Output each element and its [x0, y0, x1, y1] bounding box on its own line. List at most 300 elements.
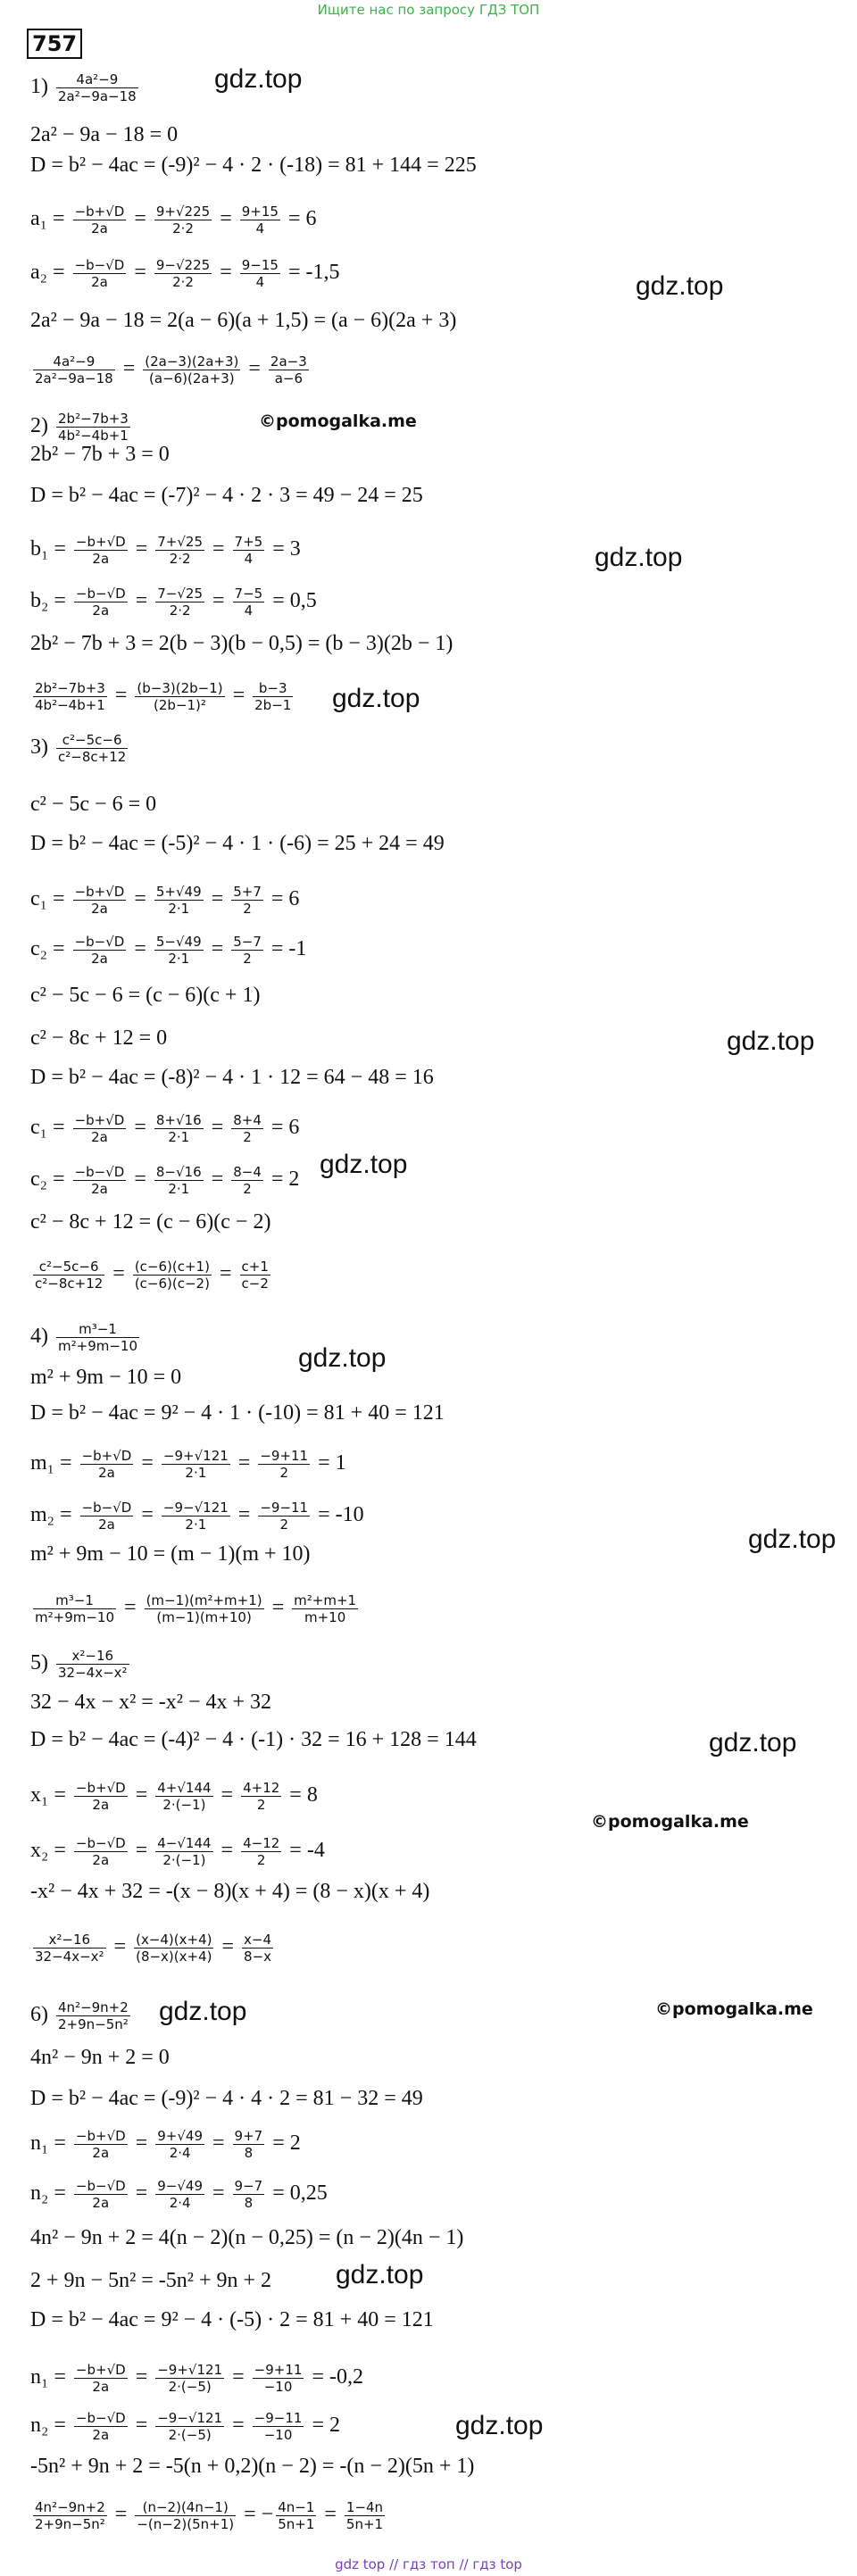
- math-text: D = b² − 4ac = (-4)² − 4 · (-1) · 32 = 16 + 128 = 144: [30, 1728, 477, 1751]
- denominator: (8−x)(x+4): [136, 1949, 212, 1965]
- math-text: m² + 9m − 10 = 0: [30, 1366, 182, 1389]
- math-text: =: [129, 887, 152, 911]
- numerator: 7+√25: [157, 534, 203, 550]
- denominator: 2a: [91, 1181, 108, 1197]
- denominator: 2: [243, 1181, 252, 1197]
- math-text: b₁ =: [30, 537, 71, 561]
- math-text: D = b² − 4ac = (-5)² − 4 · 1 · (-6) = 25 + 24 = 49: [30, 832, 445, 855]
- solution-line: [30, 441, 170, 468]
- math-text: a₁ =: [30, 207, 71, 231]
- fraction: [33, 353, 115, 386]
- math-text: = 2: [267, 2131, 301, 2156]
- numerator: 5+√49: [155, 884, 202, 900]
- denominator: 2a: [92, 2145, 110, 2161]
- math-text: = -10: [312, 1503, 364, 1527]
- math-text: = 6: [265, 887, 300, 911]
- denominator: 2: [256, 1797, 266, 1813]
- footer-links[interactable]: gdz top // гдз топ // гдз top: [335, 2556, 522, 2572]
- denominator: 2·1: [185, 1517, 207, 1533]
- solution-line: [30, 586, 317, 619]
- denominator: 2·2: [172, 220, 194, 237]
- math-text: c² − 5c − 6 = (c − 6)(c + 1): [30, 984, 261, 1007]
- numerator: −b+√D: [75, 1780, 126, 1796]
- math-text: -x² − 4x + 32 = -(x − 8)(x + 4) = (8 − x)(x + 4): [30, 1880, 430, 1903]
- solution-line: [30, 2306, 434, 2333]
- numerator: −b+√D: [81, 1448, 132, 1464]
- math-text: =: [215, 1783, 239, 1807]
- copyright-mark: ©pomogalka.me: [655, 1999, 813, 2019]
- math-text: 4): [30, 1325, 54, 1349]
- numerator: x−4: [244, 1932, 272, 1948]
- denominator: 8−x: [244, 1949, 272, 1965]
- math-text: 1): [30, 75, 54, 99]
- numerator: 9−15: [241, 257, 279, 273]
- fraction: [56, 1648, 129, 1681]
- numerator: m³−1: [33, 1592, 116, 1609]
- fraction: [56, 732, 128, 765]
- fraction: [143, 353, 240, 386]
- numerator: 4+√144: [157, 1780, 212, 1796]
- math-text: =: [266, 1596, 290, 1620]
- fraction: [231, 1164, 263, 1197]
- fraction: [74, 2362, 128, 2395]
- numerator: 9+15: [241, 204, 279, 220]
- math-text: =: [214, 261, 237, 285]
- solution-line: [30, 2224, 463, 2251]
- numerator: 5−7: [233, 934, 262, 950]
- denominator: c²−8c+12: [35, 1276, 104, 1292]
- denominator: 2a: [92, 1852, 110, 1868]
- solution-line: [30, 630, 453, 657]
- numerator: −9−√121: [157, 2410, 223, 2426]
- fraction: [233, 2178, 265, 2211]
- numerator: −9−11: [260, 1500, 309, 1516]
- denominator: 4: [255, 274, 265, 290]
- watermark-gdz: gdz.top: [214, 64, 303, 94]
- fraction: [155, 2410, 224, 2443]
- math-text: =: [243, 357, 266, 381]
- watermark-gdz: gdz.top: [298, 1343, 387, 1373]
- fraction: [240, 204, 280, 237]
- math-text: c₁ =: [30, 887, 71, 911]
- math-text: 5): [30, 1651, 54, 1675]
- fraction: [154, 1164, 204, 1197]
- denominator: 2: [243, 901, 252, 917]
- math-text: = 6: [282, 207, 317, 231]
- solution-line: [30, 2453, 474, 2480]
- denominator: 2·(−5): [168, 2427, 212, 2443]
- numerator: 4−√144: [157, 1835, 212, 1851]
- denominator: 2: [279, 1517, 288, 1533]
- math-text: D = b² − 4ac = (-9)² − 4 · 4 · 2 = 81 − 32 = 49: [30, 2087, 423, 2110]
- math-text: =: [205, 1168, 229, 1192]
- fraction: [73, 257, 127, 290]
- math-text: b₂ =: [30, 589, 71, 613]
- denominator: 2a: [91, 274, 108, 290]
- numerator: 9+√225: [155, 204, 211, 220]
- math-text: 3): [30, 735, 54, 760]
- denominator: 32−4x−x²: [35, 1949, 104, 1965]
- fraction: [253, 2410, 304, 2443]
- fraction: [33, 680, 107, 713]
- denominator: 2+9n−5n²: [35, 2516, 105, 2532]
- copyright-mark: ©pomogalka.me: [259, 411, 417, 431]
- fraction: [155, 1780, 212, 1813]
- denominator: 2a: [98, 1517, 115, 1533]
- solution-line: [30, 1780, 318, 1813]
- numerator: −b−√D: [75, 1835, 126, 1851]
- numerator: 8+√16: [155, 1112, 202, 1128]
- fraction: [74, 1835, 128, 1868]
- solution-line: [30, 2178, 328, 2211]
- fraction: [135, 680, 224, 713]
- math-text: c₁ =: [30, 1116, 71, 1140]
- math-text: c² − 8c + 12 = (c − 6)(c − 2): [30, 1210, 271, 1234]
- math-text: =: [232, 1451, 256, 1475]
- denominator: 2a²−9a−18: [35, 370, 113, 386]
- numerator: −b−√D: [74, 257, 125, 273]
- numerator: −b+√D: [75, 2128, 126, 2144]
- numerator: −b−√D: [74, 934, 125, 950]
- math-text: n₂ =: [30, 2414, 71, 2438]
- numerator: c²−5c−6: [33, 1259, 104, 1276]
- fraction: [154, 204, 212, 237]
- fraction: [155, 2362, 224, 2395]
- numerator: −9−11: [254, 2410, 303, 2426]
- math-text: n₁ =: [30, 2365, 71, 2389]
- math-text: =: [213, 1262, 237, 1286]
- fraction: [74, 2410, 128, 2443]
- numerator: 8−4: [233, 1164, 262, 1180]
- watermark-gdz: gdz.top: [159, 1997, 247, 2026]
- fraction: [241, 1780, 281, 1813]
- math-text: =: [227, 2365, 250, 2389]
- numerator: −9+√121: [157, 2362, 223, 2378]
- fraction: [80, 1448, 134, 1481]
- watermark-gdz: gdz.top: [636, 271, 724, 301]
- numerator: 9−√225: [155, 257, 211, 273]
- math-text: =: [207, 589, 230, 613]
- math-text: = 2: [306, 2414, 340, 2438]
- numerator: −9+11: [260, 1448, 309, 1464]
- math-text: 2a² − 9a − 18 = 0: [30, 123, 179, 146]
- solution-line: [30, 1259, 273, 1292]
- fraction: [73, 934, 127, 967]
- math-text: a₂ =: [30, 261, 71, 285]
- fraction: [240, 257, 280, 290]
- fraction: [155, 586, 204, 619]
- solution-line: [30, 1209, 270, 1235]
- solution-line: [30, 411, 133, 444]
- solution-line: [30, 884, 299, 917]
- numerator: 4a²−9: [33, 353, 115, 370]
- denominator: 2·1: [168, 901, 190, 917]
- math-text: =: [207, 2181, 230, 2206]
- solution-line: [30, 1835, 325, 1868]
- fraction: [56, 1999, 130, 2032]
- numerator: 7−√25: [157, 586, 203, 602]
- math-text: = 0,25: [267, 2181, 328, 2206]
- math-text: = −: [238, 2503, 274, 2527]
- numerator: −b−√D: [75, 2410, 126, 2426]
- solution-line: [30, 482, 423, 509]
- denominator: −10: [263, 2427, 293, 2443]
- solution-line: [30, 2362, 363, 2395]
- watermark-gdz: gdz.top: [748, 1525, 836, 1554]
- denominator: a−6: [274, 370, 303, 386]
- numerator: −b−√D: [75, 2178, 126, 2194]
- numerator: 8+4: [233, 1112, 262, 1128]
- numerator: −b−√D: [75, 586, 126, 602]
- denominator: 2·4: [169, 2145, 191, 2161]
- denominator: 2·2: [169, 551, 191, 567]
- fraction: [74, 1780, 128, 1813]
- denominator: c−2: [241, 1276, 269, 1292]
- numerator: m²+m+1: [294, 1592, 357, 1608]
- denominator: 2a: [91, 901, 108, 917]
- solution-line: [30, 1364, 181, 1391]
- denominator: 2a²−9a−18: [58, 88, 137, 104]
- math-text: =: [129, 2181, 154, 2206]
- fraction: [73, 1112, 127, 1145]
- numerator: 5+7: [233, 884, 262, 900]
- fraction: [162, 1500, 230, 1533]
- math-text: =: [215, 1839, 239, 1863]
- math-text: =: [214, 207, 237, 231]
- fraction: [233, 534, 265, 567]
- solution-line: [30, 2410, 340, 2443]
- math-text: =: [117, 357, 141, 381]
- fraction: [56, 411, 130, 444]
- fraction: [258, 1448, 310, 1481]
- fraction: [233, 586, 265, 619]
- denominator: 5n+1: [278, 2516, 315, 2532]
- math-text: x₂ =: [30, 1839, 71, 1863]
- denominator: 2b−1: [254, 697, 292, 713]
- numerator: −9+11: [254, 2362, 303, 2378]
- watermark-gdz: gdz.top: [595, 543, 683, 572]
- math-text: =: [207, 2131, 230, 2156]
- numerator: −9−√121: [162, 1500, 229, 1516]
- solution-line: [30, 1400, 445, 1426]
- math-text: =: [119, 1596, 142, 1620]
- denominator: 2: [279, 1465, 288, 1481]
- math-text: =: [129, 1168, 152, 1192]
- math-text: c² − 5c − 6 = 0: [30, 793, 157, 816]
- solution-line: [30, 934, 306, 967]
- fraction: [240, 1259, 270, 1292]
- solution-line: [30, 2499, 387, 2532]
- denominator: 2a: [92, 551, 110, 567]
- fraction: [74, 534, 128, 567]
- denominator: 2·(−5): [168, 2379, 212, 2395]
- solution-line: [30, 830, 445, 857]
- top-banner[interactable]: Ищите нас по запросу ГДЗ ТОП: [317, 2, 540, 18]
- denominator: 2a: [92, 2379, 110, 2395]
- math-text: = 0,5: [267, 589, 317, 613]
- math-text: = 3: [267, 537, 301, 561]
- math-text: = 1: [312, 1451, 346, 1475]
- math-text: =: [129, 1116, 152, 1140]
- math-text: c₂ =: [30, 1168, 71, 1192]
- denominator: 2·2: [169, 602, 191, 619]
- math-text: m₂ =: [30, 1503, 78, 1527]
- solution-line: [30, 732, 130, 765]
- fraction: [276, 2499, 316, 2532]
- solution-line: [30, 2044, 170, 2071]
- denominator: 2·1: [185, 1465, 207, 1481]
- numerator: −b−√D: [74, 1164, 125, 1180]
- solution-line: [30, 121, 178, 148]
- numerator: 7−5: [234, 586, 263, 602]
- numerator: 9−√49: [157, 2178, 203, 2194]
- denominator: 2·(−1): [162, 1797, 206, 1813]
- fraction: [258, 1500, 310, 1533]
- denominator: 2a: [91, 951, 108, 967]
- math-text: =: [107, 1262, 130, 1286]
- fraction: [135, 2499, 236, 2532]
- math-text: =: [232, 1503, 256, 1527]
- math-text: -5n² + 9n + 2 = -5(n + 0,2)(n − 2) = -(n − 2)(5n + 1): [30, 2455, 475, 2478]
- math-text: = -0,2: [306, 2365, 363, 2389]
- math-text: = 2: [265, 1168, 300, 1192]
- numerator: 4n²−9n+2: [58, 1999, 129, 2015]
- fraction: [231, 884, 263, 917]
- denominator: 32−4x−x²: [58, 1665, 128, 1681]
- math-text: n₂ =: [30, 2181, 71, 2206]
- math-text: D = b² − 4ac = (-7)² − 4 · 2 · 3 = 49 − 24 = 25: [30, 484, 423, 507]
- math-text: =: [109, 2503, 133, 2527]
- solution-line: [30, 982, 260, 1009]
- numerator: (c−6)(c+1): [134, 1259, 210, 1275]
- numerator: 5−√49: [155, 934, 202, 950]
- denominator: 2a: [91, 1129, 108, 1145]
- fraction: [241, 1835, 281, 1868]
- fraction: [154, 1112, 204, 1145]
- solution-line: [30, 2085, 423, 2112]
- denominator: 2·(−1): [162, 1852, 206, 1868]
- math-text: =: [129, 589, 154, 613]
- math-text: 2b² − 7b + 3 = 2(b − 3)(b − 0,5) = (b − 3)(2b − 1): [30, 632, 453, 655]
- solution-line: [30, 680, 295, 713]
- denominator: (a−6)(2a+3): [149, 370, 235, 386]
- solution-line: [30, 1878, 429, 1905]
- math-text: x₁ =: [30, 1783, 71, 1807]
- fraction: [145, 1592, 264, 1625]
- solution-line: [30, 1932, 276, 1965]
- math-text: 4n² − 9n + 2 = 0: [30, 2046, 170, 2069]
- math-text: D = b² − 4ac = (-9)² − 4 · 2 · (-18) = 81 + 144 = 225: [30, 154, 477, 177]
- solution-line: [30, 2128, 301, 2161]
- denominator: 2a: [92, 1797, 110, 1813]
- numerator: −b−√D: [81, 1500, 132, 1516]
- math-text: D = b² − 4ac = 9² − 4 · 1 · (-10) = 81 + 40 = 121: [30, 1401, 445, 1425]
- math-text: =: [319, 2503, 342, 2527]
- numerator: −b+√D: [75, 2362, 126, 2378]
- math-text: 6): [30, 2003, 54, 2027]
- watermark-gdz: gdz.top: [320, 1150, 408, 1179]
- denominator: 4b²−4b+1: [35, 697, 105, 713]
- math-text: 32 − 4x − x² = -x² − 4x + 32: [30, 1691, 272, 1714]
- fraction: [155, 2178, 204, 2211]
- fraction: [74, 586, 128, 619]
- math-text: = -1: [265, 937, 307, 961]
- math-text: =: [129, 2414, 154, 2438]
- solution-line: [30, 1025, 167, 1051]
- numerator: 7+5: [234, 534, 263, 550]
- math-text: =: [136, 1451, 159, 1475]
- watermark-gdz: gdz.top: [709, 1728, 797, 1757]
- fraction: [80, 1500, 134, 1533]
- math-text: c₂ =: [30, 937, 71, 961]
- watermark-gdz: gdz.top: [336, 2260, 424, 2289]
- math-text: =: [129, 2131, 154, 2156]
- solution-line: [30, 152, 477, 179]
- denominator: 4: [244, 602, 254, 619]
- task-number: 757: [27, 29, 82, 59]
- numerator: c+1: [241, 1259, 269, 1275]
- denominator: 2a: [98, 1465, 115, 1481]
- math-text: =: [129, 207, 152, 231]
- math-text: n₁ =: [30, 2131, 71, 2156]
- fraction: [292, 1592, 358, 1625]
- numerator: 4n−1: [278, 2499, 315, 2515]
- solution-line: [30, 353, 312, 386]
- solution-line: [30, 1112, 299, 1145]
- solution-line: [30, 1541, 311, 1567]
- denominator: 2: [256, 1852, 266, 1868]
- solution-line: [30, 1321, 142, 1354]
- numerator: 1−4n: [345, 2499, 384, 2515]
- fraction: [345, 2499, 385, 2532]
- solution-line: [30, 1648, 132, 1681]
- math-text: =: [207, 537, 230, 561]
- numerator: −9+√121: [162, 1448, 229, 1464]
- denominator: 2: [243, 951, 252, 967]
- numerator: 2b²−7b+3: [58, 411, 129, 427]
- solution-line: [30, 1448, 346, 1481]
- math-text: =: [129, 937, 152, 961]
- numerator: (2a−3)(2a+3): [145, 353, 239, 370]
- numerator: 4−12: [243, 1835, 280, 1851]
- numerator: b−3: [253, 680, 293, 697]
- numerator: 2b²−7b+3: [35, 680, 105, 696]
- fraction: [242, 1932, 273, 1965]
- denominator: (c−6)(c−2): [134, 1276, 210, 1292]
- math-text: 2a² − 9a − 18 = 2(a − 6)(a + 1,5) = (a − 6)(2a + 3): [30, 309, 457, 332]
- fraction: [269, 353, 309, 386]
- solution-line: [30, 534, 301, 567]
- denominator: 2·4: [169, 2195, 191, 2211]
- numerator: x²−16: [33, 1932, 106, 1949]
- fraction: [133, 1259, 212, 1292]
- math-text: =: [109, 684, 133, 708]
- fraction: [231, 1112, 263, 1145]
- solution-line: [30, 1164, 299, 1197]
- denominator: −10: [263, 2379, 293, 2395]
- fraction: [154, 257, 212, 290]
- fraction: [162, 1448, 230, 1481]
- solution-line: [30, 1726, 477, 1753]
- denominator: 2+9n−5n²: [58, 2016, 129, 2032]
- solution-line: [30, 791, 156, 818]
- fraction: [33, 1259, 104, 1292]
- math-text: =: [129, 261, 152, 285]
- solution-line: [30, 1689, 271, 1716]
- numerator: −b+√D: [74, 1112, 125, 1128]
- fraction: [74, 2178, 128, 2211]
- math-text: =: [129, 1783, 154, 1807]
